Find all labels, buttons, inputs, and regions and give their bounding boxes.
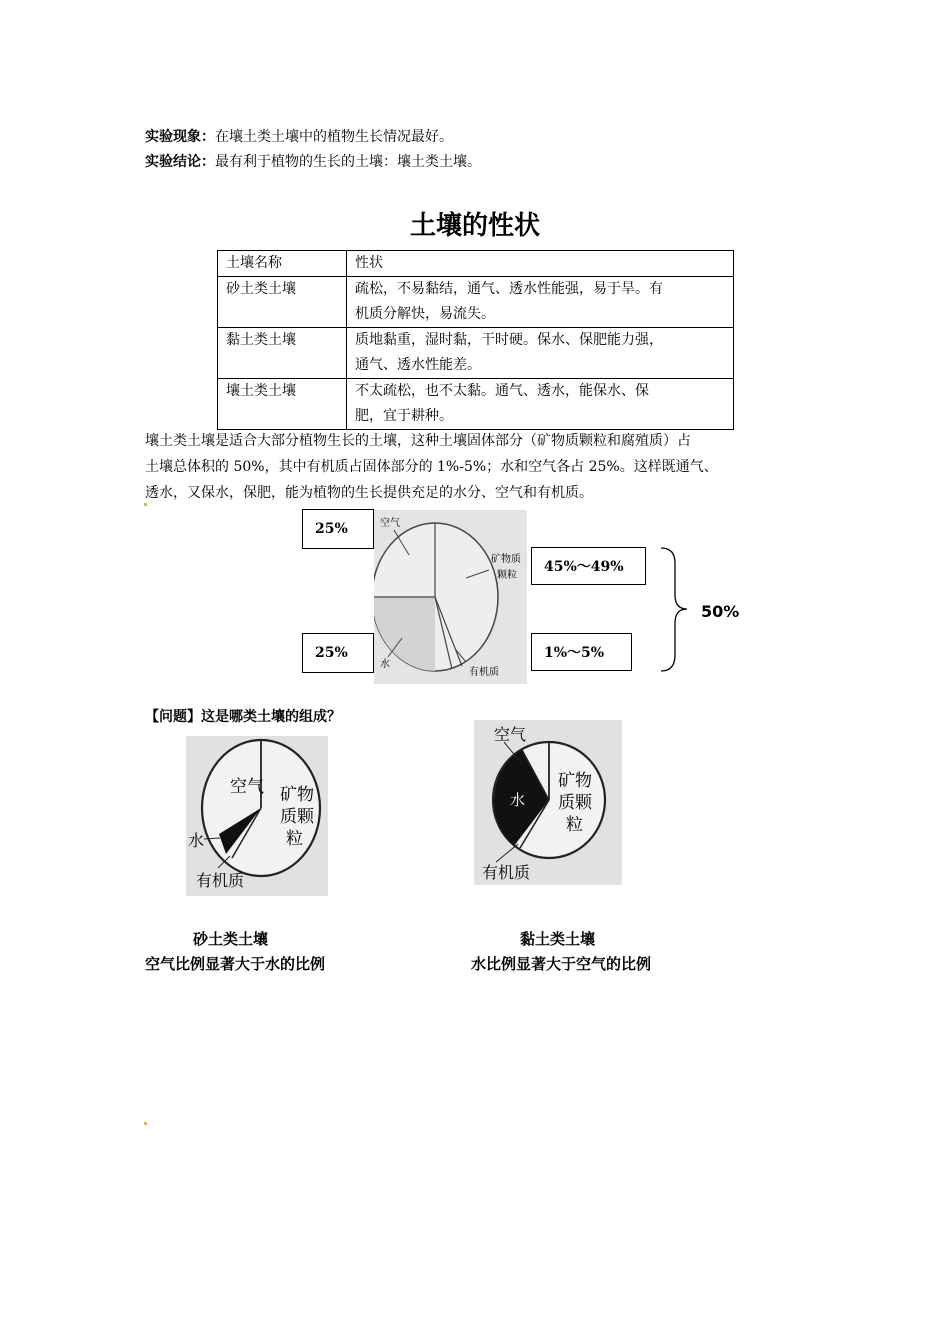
box-mineral-percent: 45%～49% (531, 547, 646, 585)
label-organic: 有机质 (196, 871, 245, 890)
label-air: 空气 (380, 518, 400, 529)
soil-name-cell: 黏土类土壤 (218, 328, 347, 379)
table-header-row (218, 251, 734, 277)
loam-paragraph (145, 428, 815, 506)
label-mineral-1: 矿物 (280, 785, 314, 805)
desc-line: 不太疏松，也不太黏。通气、透水，能保水、保 (355, 383, 649, 399)
soil-desc-cell (347, 379, 734, 430)
desc-line: 肥，宜于耕种。 (355, 408, 453, 424)
desc-line: 质地黏重，湿时黏，干时硬。保水、保肥能力强， (355, 332, 663, 348)
soil-desc-cell (347, 277, 734, 328)
sand-caption-desc: 空气比例显著大于水的比例 (145, 955, 326, 973)
question-text: 【问题】这是哪类土壤的组成？ (145, 709, 341, 725)
header-properties: 性状 (347, 251, 734, 277)
decorative-dot (144, 1122, 147, 1125)
phenomenon-text: 在壤土类土壤中的植物生长情况最好。 (215, 129, 453, 145)
paragraph-line: 土壤总体积的 50%，其中有机质占固体部分的 1%-5%；水和空气各占 25%。这样既通气、 (145, 459, 718, 475)
main-pie-photo (374, 510, 527, 684)
label-mineral-1: 矿物 (558, 771, 592, 791)
paragraph-line: 透水，又保水，保肥，能为植物的生长提供充足的水分、空气和有机质。 (145, 485, 593, 501)
sand-caption-title: 砂土类土壤 (193, 930, 269, 948)
leader-line (496, 844, 518, 862)
label-organic: 有机质 (469, 667, 499, 678)
conclusion-line (145, 152, 481, 172)
label-mineral-1: 矿物质 (491, 554, 521, 565)
clay-caption-title: 黏土类土壤 (520, 930, 596, 948)
desc-line: 通气、透水性能差。 (355, 357, 481, 373)
box-air-percent: 25% (302, 509, 374, 549)
sand-pie-chart (186, 736, 328, 896)
clay-caption-desc: 水比例显著大于空气的比例 (471, 955, 652, 973)
clay-pie-photo (474, 720, 622, 885)
conclusion-label: 实验结论： (145, 154, 215, 170)
phenomenon-label: 实验现象： (145, 129, 215, 145)
table-row (218, 379, 734, 430)
label-mineral-2: 颗粒 (497, 570, 517, 581)
soil-properties-table (217, 250, 734, 430)
main-pie-chart (374, 510, 527, 684)
label-mineral-2: 质颗 (558, 793, 592, 813)
label-air: 空气 (494, 725, 527, 744)
desc-line: 疏松，不易黏结，通气、透水性能强，易于旱。有 (355, 281, 663, 297)
brace-total-label: 50% (701, 602, 740, 621)
label-water: 水 (380, 659, 390, 670)
table-row (218, 328, 734, 379)
soil-name-cell: 壤土类土壤 (218, 379, 347, 430)
label-organic: 有机质 (482, 863, 531, 882)
label-water: 水 (188, 831, 205, 850)
page-title: 土壤的性状 (409, 211, 540, 241)
sand-pie-photo (186, 736, 328, 896)
paragraph-line: 壤土类土壤是适合大部分植物生长的土壤，这种土壤固体部分（矿物质颗粒和腐殖质）占 (145, 433, 691, 449)
desc-line: 机质分解快，易流失。 (355, 306, 495, 322)
phenomenon-line (145, 127, 453, 147)
label-water: 水 (510, 791, 526, 809)
box-water-percent: 25% (302, 633, 374, 673)
label-mineral-2: 质颗 (280, 807, 314, 827)
table-row (218, 277, 734, 328)
header-soil-name: 土壤名称 (218, 251, 347, 277)
clay-pie-chart (474, 720, 622, 885)
conclusion-text: 最有利于植物的生长的土壤：壤土类土壤。 (215, 154, 481, 170)
decorative-dot (144, 503, 147, 506)
label-mineral-3: 粒 (286, 829, 303, 849)
label-mineral-3: 粒 (566, 815, 583, 835)
brace-icon (655, 545, 695, 675)
label-air: 空气 (230, 777, 264, 797)
soil-name-cell: 砂土类土壤 (218, 277, 347, 328)
soil-desc-cell (347, 328, 734, 379)
box-organic-percent: 1%～5% (531, 633, 632, 671)
